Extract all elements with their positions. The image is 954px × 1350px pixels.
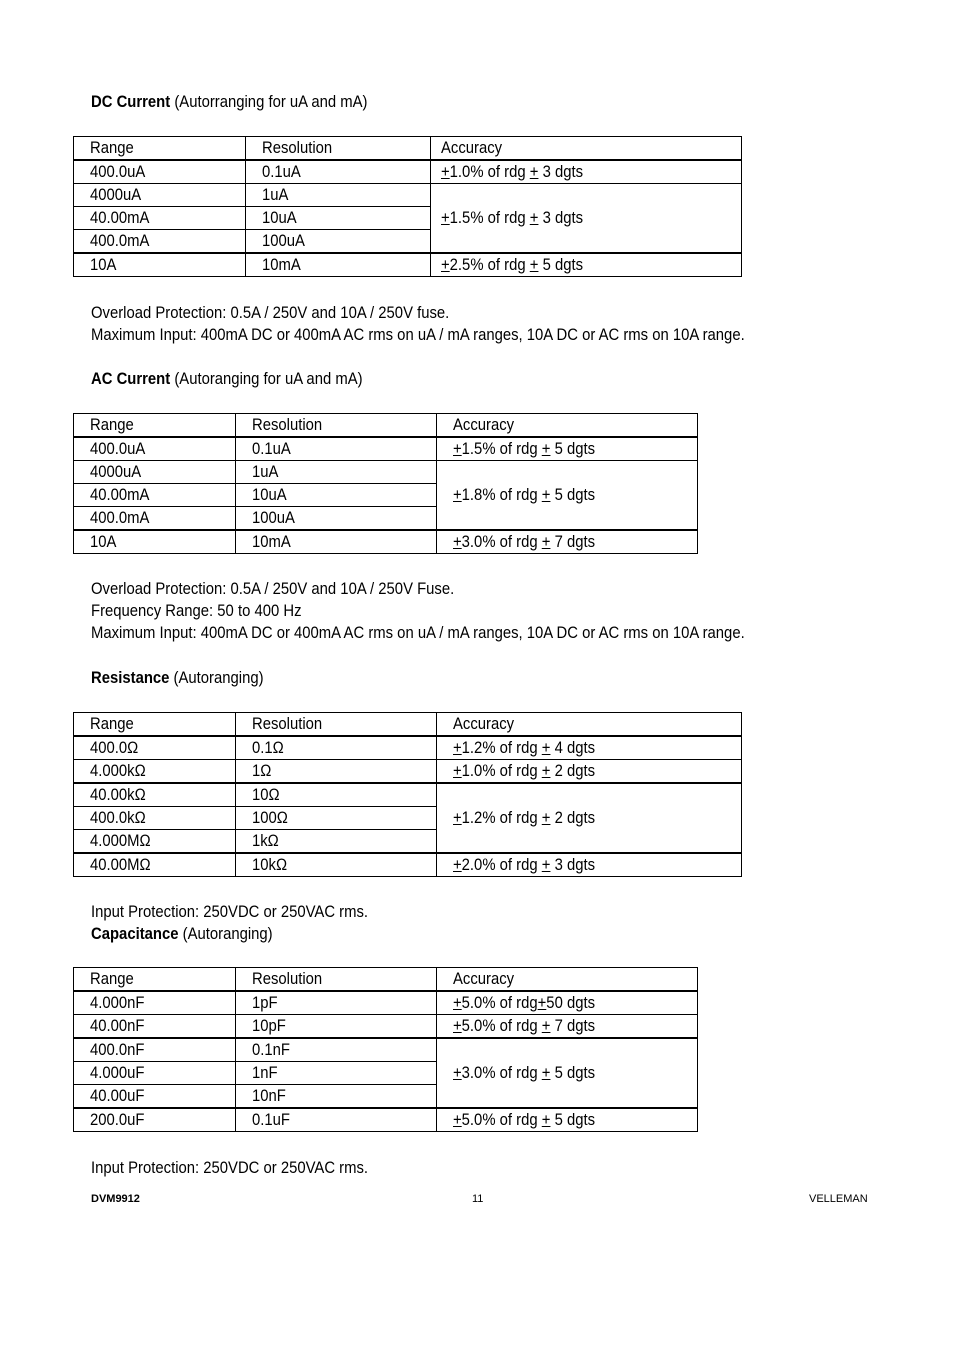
resolution-cell: 10Ω <box>251 786 280 804</box>
capacitance-protection-note: Input Protection: 250VDC or 250VAC rms. <box>91 1159 369 1177</box>
section-subtitle: (Autoranging) <box>182 925 273 943</box>
table-row <box>74 853 742 877</box>
resolution-cell: 10uA <box>261 209 297 227</box>
range-cell: 200.0uF <box>90 1111 145 1129</box>
accuracy-cell: +1.8% of rdg + 5 dgts <box>437 461 698 531</box>
resolution-cell: 1Ω <box>251 762 272 780</box>
accuracy-cell: +1.2% of rdg + 2 dgts <box>437 783 742 853</box>
table-row <box>74 253 742 277</box>
range-cell: 4000uA <box>90 186 142 204</box>
header-range: Range <box>90 139 134 157</box>
range-cell: 400.0Ω <box>90 739 139 757</box>
header-accuracy: Accuracy <box>453 970 515 988</box>
header-resolution: Resolution <box>251 416 322 434</box>
dc-overload-note: Overload Protection: 0.5A / 250V and 10A / 250V fuse. <box>91 304 450 322</box>
resolution-cell: 10mA <box>261 256 301 274</box>
range-cell: 400.0nF <box>90 1041 145 1059</box>
accuracy-cell: +3.0% of rdg + 5 dgts <box>437 1038 698 1108</box>
table-header-row <box>74 414 698 438</box>
resolution-cell: 0.1Ω <box>251 739 284 757</box>
resistance-table <box>73 712 742 877</box>
table-row <box>74 1108 698 1132</box>
header-range: Range <box>90 416 134 434</box>
header-resolution: Resolution <box>261 139 332 157</box>
range-cell: 40.00nF <box>90 1017 145 1035</box>
header-accuracy: Accuracy <box>453 715 515 733</box>
range-cell: 4.000nF <box>90 994 145 1012</box>
range-cell: 40.00uF <box>90 1087 145 1105</box>
range-cell: 4000uA <box>90 463 142 481</box>
header-range: Range <box>90 970 134 988</box>
section-subtitle: (Autorranging for uA and mA) <box>174 93 368 111</box>
range-cell: 400.0kΩ <box>90 809 146 827</box>
resolution-cell: 100Ω <box>251 809 288 827</box>
capacitance-heading <box>91 924 273 944</box>
header-resolution: Resolution <box>251 970 322 988</box>
range-cell: 400.0mA <box>90 232 150 250</box>
ac-max-input-note: Maximum Input: 400mA DC or 400mA AC rms on uA / mA ranges, 10A DC or AC rms on 10A range. <box>91 624 745 642</box>
table-row <box>74 437 698 461</box>
resolution-cell: 10nF <box>251 1087 286 1105</box>
range-cell: 4.000MΩ <box>90 832 151 850</box>
table-header-row <box>74 968 698 992</box>
footer-page-number: 11 <box>472 1193 484 1205</box>
header-accuracy: Accuracy <box>453 416 515 434</box>
header-accuracy: Accuracy <box>441 139 503 157</box>
accuracy-cell: +1.2% of rdg + 4 dgts <box>437 736 742 760</box>
capacitance-table <box>73 967 698 1132</box>
section-subtitle: (Autoranging) <box>173 669 264 687</box>
resistance-protection-note: Input Protection: 250VDC or 250VAC rms. <box>91 903 369 921</box>
footer-brand: VELLEMAN <box>809 1193 868 1205</box>
accuracy-cell: +5.0% of rdg + 5 dgts <box>437 1108 698 1132</box>
resolution-cell: 0.1uA <box>261 163 301 181</box>
accuracy-cell: +2.0% of rdg + 3 dgts <box>437 853 742 877</box>
range-cell: 400.0uA <box>90 163 146 181</box>
section-title: Resistance <box>91 669 170 687</box>
resolution-cell: 1pF <box>251 994 278 1012</box>
accuracy-cell: +1.0% of rdg + 2 dgts <box>437 760 742 784</box>
range-cell: 4.000kΩ <box>90 762 146 780</box>
range-cell: 40.00mA <box>90 486 150 504</box>
resolution-cell: 1nF <box>251 1064 278 1082</box>
range-cell: 10A <box>90 256 117 274</box>
resolution-cell: 10kΩ <box>251 856 287 874</box>
resolution-cell: 1uA <box>251 463 279 481</box>
accuracy-cell: +1.5% of rdg + 3 dgts <box>431 184 742 254</box>
ac-frequency-note: Frequency Range: 50 to 400 Hz <box>91 602 302 620</box>
table-row <box>74 461 698 484</box>
resolution-cell: 1uA <box>261 186 289 204</box>
table-header-row <box>74 713 742 737</box>
dc-current-heading <box>91 92 368 112</box>
table-row <box>74 530 698 554</box>
range-cell: 10A <box>90 533 117 551</box>
accuracy-cell: +5.0% of rdg + 7 dgts <box>437 1015 698 1039</box>
resolution-cell: 100uA <box>261 232 305 250</box>
range-cell: 40.00MΩ <box>90 856 151 874</box>
resolution-cell: 0.1uA <box>251 440 291 458</box>
resolution-cell: 1kΩ <box>251 832 279 850</box>
footer-model: DVM9912 <box>91 1193 140 1205</box>
range-cell: 40.00mA <box>90 209 150 227</box>
section-title: AC Current <box>91 370 171 388</box>
accuracy-cell: +2.5% of rdg + 5 dgts <box>431 253 742 277</box>
range-cell: 400.0uA <box>90 440 146 458</box>
resolution-cell: 10mA <box>251 533 291 551</box>
table-row <box>74 783 742 807</box>
table-row <box>74 1038 698 1062</box>
resolution-cell: 10pF <box>251 1017 286 1035</box>
ac-overload-note: Overload Protection: 0.5A / 250V and 10A / 250V Fuse. <box>91 580 455 598</box>
resolution-cell: 0.1nF <box>251 1041 290 1059</box>
ac-current-heading <box>91 369 363 389</box>
section-title: DC Current <box>91 93 171 111</box>
table-row <box>74 736 742 760</box>
range-cell: 4.000uF <box>90 1064 145 1082</box>
resistance-heading <box>91 668 264 688</box>
header-resolution: Resolution <box>251 715 322 733</box>
accuracy-cell: +1.0% of rdg + 3 dgts <box>431 160 742 184</box>
resolution-cell: 0.1uF <box>251 1111 290 1129</box>
header-range: Range <box>90 715 134 733</box>
resolution-cell: 100uA <box>251 509 295 527</box>
table-row <box>74 991 698 1015</box>
accuracy-cell: +3.0% of rdg + 7 dgts <box>437 530 698 554</box>
section-title: Capacitance <box>91 925 179 943</box>
ac-current-table <box>73 413 698 554</box>
dc-current-table <box>73 136 742 277</box>
table-row <box>74 184 742 207</box>
table-row <box>74 160 742 184</box>
table-header-row <box>74 137 742 161</box>
section-subtitle: (Autoranging for uA and mA) <box>174 370 363 388</box>
table-row <box>74 760 742 784</box>
accuracy-cell: +1.5% of rdg + 5 dgts <box>437 437 698 461</box>
table-row <box>74 1015 698 1039</box>
accuracy-cell: +5.0% of rdg+50 dgts <box>437 991 698 1015</box>
resolution-cell: 10uA <box>251 486 287 504</box>
range-cell: 40.00kΩ <box>90 786 146 804</box>
dc-max-input-note: Maximum Input: 400mA DC or 400mA AC rms on uA / mA ranges, 10A DC or AC rms on 10A range. <box>91 326 745 344</box>
range-cell: 400.0mA <box>90 509 150 527</box>
